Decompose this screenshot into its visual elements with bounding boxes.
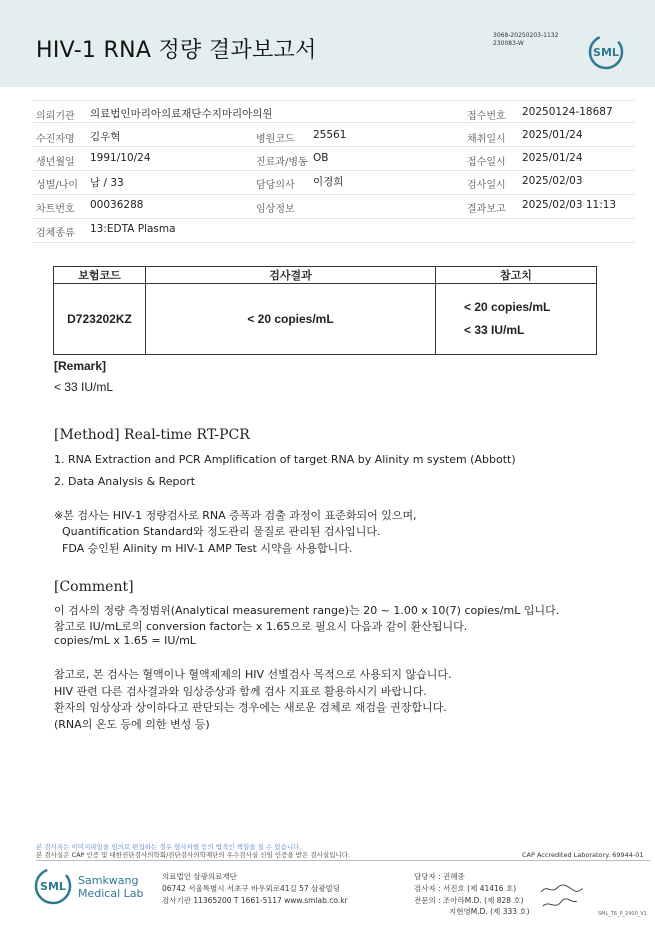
receipt-no-label: 접수번호	[467, 111, 506, 122]
method-item-2: 2. Data Analysis & Report	[54, 475, 196, 488]
patient-name-value: 김우혁	[90, 131, 121, 143]
method-note-2: Quantification Standard와 정도관리 물질로 관리된 검사입니다.	[62, 525, 381, 538]
insurance-code-cell: D723202KZ	[54, 284, 146, 355]
sex-age-value: 남 / 33	[90, 177, 124, 189]
sex-age-label: 성별/나이	[36, 180, 79, 191]
reference-copies: < 20 copies/mL	[464, 300, 551, 314]
comment-line: copies/mL x 1.65 = IU/mL	[54, 634, 196, 647]
reference-cell	[436, 284, 597, 355]
specimen-label: 검체종류	[36, 228, 75, 239]
dob-label: 생년월일	[36, 157, 75, 168]
method-note-1: ※본 검사는 HIV-1 정량검사로 RNA 증폭과 검출 과정이 표준화되어 있으며,	[54, 509, 417, 522]
report-title: HIV-1 RNA 정량 결과보고서	[36, 38, 317, 63]
institution-label: 의뢰기관	[36, 111, 75, 122]
institution-value: 의료법인마리아의료재단수지마리아의원	[90, 108, 273, 120]
comment-title: [Comment]	[54, 579, 134, 595]
dob-value: 1991/10/24	[90, 152, 151, 164]
footer-divider	[36, 860, 650, 861]
divider	[33, 194, 635, 195]
column-header: 참고치	[436, 267, 597, 284]
form-code: SML_T6_P_2400_V1	[598, 911, 647, 917]
method-note-3: FDA 승인된 Alinity m HIV-1 AMP Test 시약을 사용합니다.	[62, 542, 353, 555]
cap-accreditation: CAP Accredited Laboratory. 69944-01	[522, 851, 644, 859]
divider	[33, 242, 635, 243]
comment-line: 참고로 IU/mL로의 conversion factor는 x 1.65으로 필요시 다음과 같이 환산됩니다.	[54, 620, 468, 633]
method-item-1: 1. RNA Extraction and PCR Amplification of target RNA by Alinity m system (Abbott)	[54, 453, 516, 466]
test-date-label: 검사일시	[467, 180, 506, 191]
result-cell: < 20 copies/mL	[146, 284, 436, 355]
department-value: OB	[313, 152, 329, 164]
remark-text: < 33 IU/mL	[54, 380, 114, 394]
comment-line: HIV 관련 다른 검사결과와 임상증상과 함께 검사 지표로 활용하시기 바랍니다.	[54, 685, 427, 698]
divider	[33, 218, 635, 219]
result-table	[53, 266, 597, 355]
divider	[33, 122, 635, 123]
comment-line: 이 검사의 정량 측정범위(Analytical measurement range)는 20 ~ 1.00 x 10(7) copies/mL 입니다.	[54, 604, 560, 617]
report-code-1: 3068-20250203-1132	[493, 32, 559, 39]
comment-line: 환자의 임상상과 상이하다고 판단되는 경우에는 새로운 검체로 재검을 권장합니다.	[54, 701, 447, 714]
sml-footer-logo-icon	[33, 866, 73, 906]
hospital-code-label: 병원코드	[256, 134, 295, 145]
report-header	[0, 0, 655, 87]
hospital-code-value: 25561	[313, 129, 347, 141]
staff-manager: 담당자 : 권혜중	[414, 872, 465, 881]
staff-specialist-1: 전문의 : 조아라M.D. (제 828 호)	[414, 896, 524, 905]
received-date-value: 2025/01/24	[522, 152, 583, 164]
staff-tester: 검사자 : 서진호 (제 41416 호)	[414, 884, 517, 893]
footer-notice: 본 검사실은 CAP 인증 및 대한진단검사의학회/진단검사의학재단의 우수검사실 신임 인증을 받은 검사실입니다.	[36, 851, 351, 859]
received-date-label: 접수일시	[467, 157, 506, 168]
specimen-value: 13:EDTA Plasma	[90, 223, 176, 235]
divider	[33, 100, 635, 101]
clinical-info-label: 임상정보	[256, 204, 295, 215]
department-label: 진료과/병동	[256, 157, 308, 168]
column-header: 검사결과	[146, 267, 436, 284]
doctor-label: 담당의사	[256, 180, 295, 191]
staff-specialist-2: 지현영M.D. (제 333 호)	[449, 907, 530, 916]
collection-date-label: 채취일시	[467, 134, 506, 145]
svg-text:SML: SML	[593, 46, 619, 59]
company-name-line2: Medical Lab	[78, 887, 144, 900]
method-title: [Method] Real-time RT-PCR	[54, 427, 250, 443]
remark-title: [Remark]	[54, 359, 107, 373]
comment-line: 참고로, 본 검사는 혈액이나 혈액제제의 HIV 선별검사 목적으로 사용되지 않습니다.	[54, 668, 452, 681]
chart-no-label: 차트번호	[36, 204, 75, 215]
receipt-no-value: 20250124-18687	[522, 106, 613, 118]
divider	[33, 170, 635, 171]
report-code-2: 230083-W	[493, 40, 524, 47]
column-header: 보험코드	[54, 267, 146, 284]
footer-contact: 검사기관 11365200 T 1661-5117 www.smlab.co.kr	[162, 896, 348, 905]
footer-notice-blue: 본 검사지는 이미지파일을 임의로 편집하는 경우 형사처벌 등의 법적인 책임을 질 수 있습니다.	[36, 843, 302, 851]
sml-logo-icon	[587, 33, 625, 71]
table-header-row	[54, 267, 597, 284]
comment-line: (RNA의 온도 등에 의한 변성 등)	[54, 718, 210, 731]
patient-name-label: 수진자명	[36, 134, 75, 145]
footer-address: 06742 서울특별시 서초구 바우뫼로41길 57 삼광빌딩	[162, 884, 341, 893]
report-date-label: 결과보고	[467, 204, 506, 215]
collection-date-value: 2025/01/24	[522, 129, 583, 141]
chart-no-value: 00036288	[90, 199, 144, 211]
divider	[33, 146, 635, 147]
report-date-value: 2025/02/03 11:13	[522, 199, 617, 211]
reference-iu: < 33 IU/mL	[464, 323, 525, 337]
table-row	[54, 284, 597, 355]
signature-icon	[537, 880, 587, 914]
test-date-value: 2025/02/03	[522, 175, 583, 187]
company-name-line1: Samkwang	[78, 874, 139, 887]
svg-text:SML: SML	[40, 880, 66, 893]
doctor-value: 이경희	[313, 176, 344, 188]
footer-org: 의료법인 삼광의료재단	[162, 872, 237, 881]
